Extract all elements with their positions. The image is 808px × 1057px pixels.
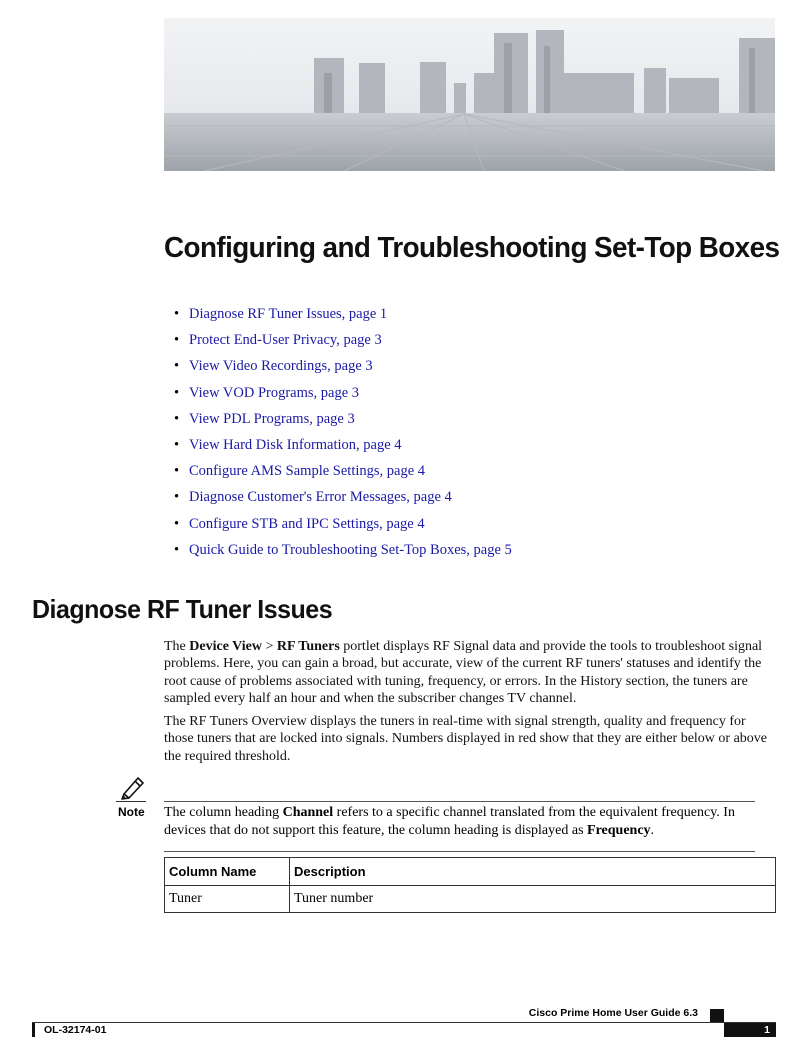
toc-link[interactable]: Configure AMS Sample Settings, page 4 [189, 463, 426, 480]
ui-term-device-view: Device View [189, 639, 262, 654]
toc-link[interactable]: View PDL Programs, page 3 [189, 410, 355, 427]
toc-link[interactable]: Quick Guide to Troubleshooting Set-Top Boxes, page 5 [189, 541, 512, 558]
ui-term-frequency: Frequency [587, 822, 651, 838]
toc-item [174, 356, 512, 382]
footer-marker [710, 1009, 724, 1022]
city-skyline-image [164, 18, 775, 171]
chapter-toc [174, 304, 512, 566]
table-header-cell: Description [290, 858, 776, 886]
bullet-icon: • [174, 306, 180, 322]
footer-marker [32, 1023, 35, 1037]
bullet-icon: • [174, 463, 180, 480]
column-description-table [164, 857, 776, 913]
bullet-icon: • [174, 358, 180, 375]
chapter-title: Configuring and Troubleshooting Set-Top Boxes [164, 232, 780, 264]
toc-link[interactable]: View Video Recordings, page 3 [189, 358, 373, 375]
note-divider [164, 851, 755, 852]
intro-paragraph [164, 638, 776, 707]
page-number: 1 [724, 1023, 776, 1037]
toc-link[interactable]: Diagnose RF Tuner Issues, page 1 [189, 306, 388, 322]
table-header-cell: Column Name [165, 858, 290, 886]
bullet-icon: • [174, 489, 180, 506]
bullet-icon: • [174, 332, 180, 349]
toc-item [174, 383, 512, 409]
text-run: refers to a specific channel translated from the equivalent frequency. In devices that do not support this feature, the column heading is displayed as [164, 805, 735, 838]
overview-paragraph: The RF Tuners Overview displays the tuners in real-time with signal strength, quality and frequency for those tuners that are locked into signals. Numbers displayed in red show that they are either below or above the required threshold. [164, 714, 767, 764]
toc-link[interactable]: Diagnose Customer's Error Messages, page 4 [189, 489, 452, 506]
footer-guide-title: Cisco Prime Home User Guide 6.3 [528, 1007, 698, 1019]
toc-link[interactable]: View VOD Programs, page 3 [189, 384, 360, 401]
toc-link[interactable]: Protect End-User Privacy, page 3 [189, 332, 382, 349]
toc-item [174, 514, 512, 540]
toc-item [174, 487, 512, 513]
text-run: The column heading [164, 805, 283, 820]
text-run: portlet displays RF Signal data and provide the tools to troubleshoot signal problems. Here, you can gain a broad, but accurate, view of the current RF tuners' statuses and identify the root cause of problems associated with tuning, frequency, or errors. In the History section, the tuners are sampled every half an hour and when the subscriber changes TV channel. [164, 639, 763, 706]
ui-term-rf-tuners: RF Tuners [276, 639, 340, 654]
bullet-icon: • [174, 515, 180, 532]
section-title: Diagnose RF Tuner Issues [32, 594, 333, 624]
toc-item [174, 304, 512, 330]
toc-link[interactable]: View Hard Disk Information, page 4 [189, 436, 402, 453]
text-run: The [164, 639, 190, 654]
toc-item [174, 330, 512, 356]
table-header-row [165, 858, 776, 886]
toc-item [174, 435, 512, 461]
note-divider [164, 801, 755, 802]
toc-link[interactable]: Configure STB and IPC Settings, page 4 [189, 515, 425, 532]
toc-item [174, 461, 512, 487]
text-run: . [650, 822, 655, 838]
table-cell: Tuner number [290, 886, 776, 913]
toc-item [174, 409, 512, 435]
note-label: Note [118, 805, 145, 819]
bullet-icon: • [174, 410, 180, 427]
bullet-icon: • [174, 541, 180, 558]
text-run: > [261, 639, 277, 654]
table-cell: Tuner [165, 886, 290, 913]
toc-item [174, 540, 512, 566]
ui-term-channel: Channel [282, 805, 334, 820]
footer-doc-id: OL-32174-01 [44, 1024, 107, 1036]
note-text [164, 804, 756, 839]
bullet-icon: • [174, 436, 180, 453]
note-divider [116, 801, 146, 802]
table-row [165, 886, 776, 913]
footer-divider [32, 1022, 776, 1023]
bullet-icon: • [174, 384, 180, 401]
header-city-banner [164, 18, 775, 171]
